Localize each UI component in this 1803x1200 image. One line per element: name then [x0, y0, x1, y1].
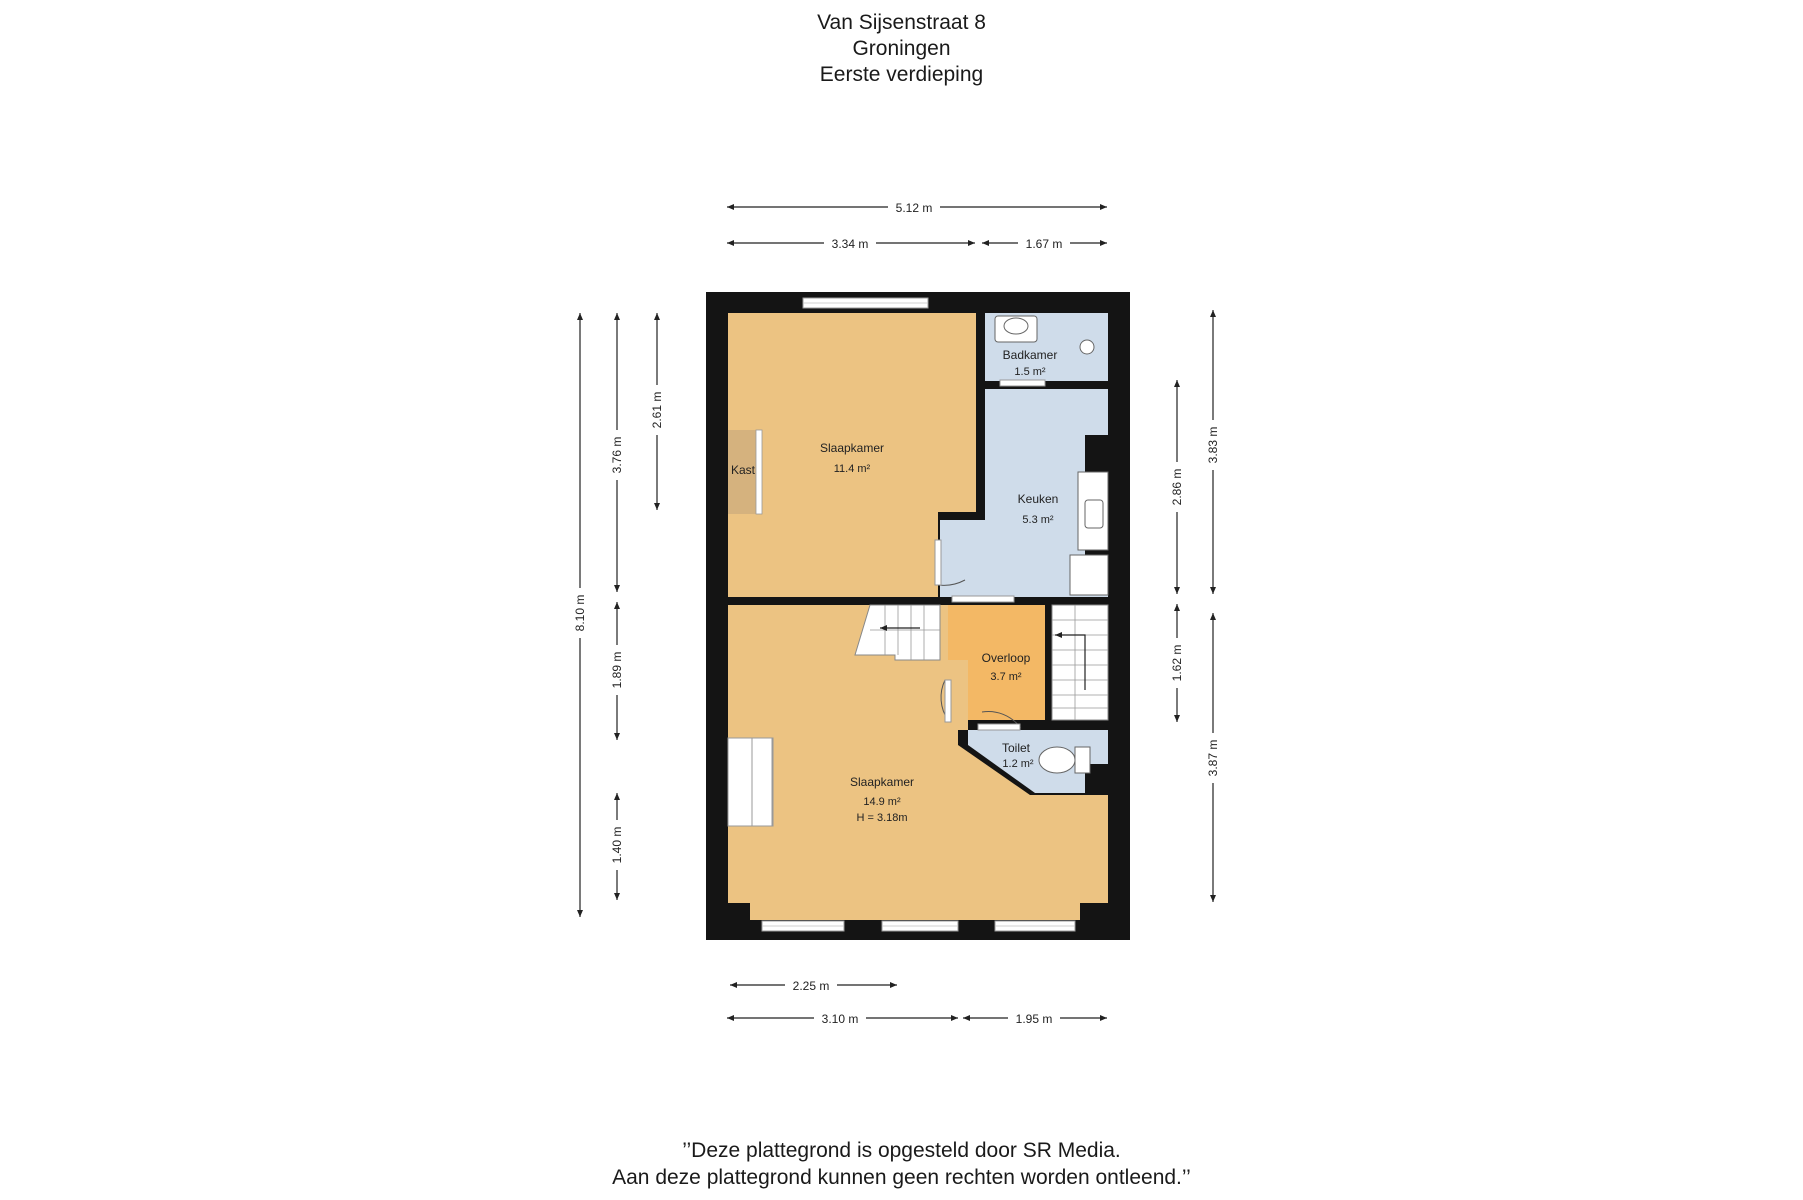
- disclaimer: [0, 1137, 1803, 1191]
- stairs-right: [1052, 605, 1108, 720]
- dim-label-right-a: 2.86 m: [1170, 468, 1184, 506]
- dim-label-left-total: 8.10 m: [573, 594, 587, 632]
- floor-label: Eerste verdieping: [819, 63, 984, 86]
- dim-label-left-inner: 2.61 m: [650, 391, 664, 429]
- kitchen-sink-icon: [1085, 500, 1103, 528]
- dim-label-bottom-part: 2.25 m: [792, 979, 830, 993]
- room-area-slaapkamer-top: 11.4 m²: [833, 463, 871, 475]
- disclaimer-line-2: Aan deze plattegrond kunnen geen rechten worden ontleend.’’: [612, 1166, 1191, 1189]
- room-area-slaapkamer-bottom: 14.9 m²: [863, 796, 901, 808]
- disclaimer-line-1: ’’Deze plattegrond is opgesteld door SR Media.: [682, 1139, 1121, 1162]
- room-area-overloop: 3.7 m²: [990, 671, 1022, 683]
- dim-label-top-right: 1.67 m: [1025, 237, 1063, 251]
- room-name-kast: Kast: [730, 463, 756, 477]
- stairs-left: [855, 605, 940, 660]
- dim-label-top-total: 5.12 m: [895, 201, 933, 215]
- room-name-toilet: Toilet: [1001, 741, 1031, 755]
- address-label: Van Sijsenstraat 8: [817, 11, 986, 34]
- dim-label-top-left: 3.34 m: [831, 237, 869, 251]
- room-area-keuken: 5.3 m²: [1022, 514, 1054, 526]
- door-badkamer: [1000, 380, 1045, 386]
- room-name-slaapkamer-top: Slaapkamer: [819, 441, 885, 455]
- toilet-bowl-icon: [1039, 747, 1075, 773]
- kast-door: [756, 430, 762, 514]
- room-height-slaapkamer-bottom: H = 3.18m: [856, 812, 908, 824]
- city-label: Groningen: [852, 37, 951, 60]
- dim-label-bottom-left: 3.10 m: [821, 1012, 859, 1026]
- building-footprint: [706, 292, 1130, 940]
- shower-drain-icon: [1080, 340, 1094, 354]
- dim-label-right-outer-top: 3.83 m: [1206, 426, 1220, 464]
- room-name-overloop: Overloop: [981, 651, 1031, 665]
- room-name-badkamer: Badkamer: [1002, 348, 1058, 362]
- dim-label-bottom-right: 1.95 m: [1015, 1012, 1053, 1026]
- dim-label-left-c: 1.40 m: [610, 826, 624, 864]
- toilet-tank-icon: [1075, 747, 1090, 773]
- door-keuken-overloop: [952, 596, 1014, 602]
- dim-label-left-b: 1.89 m: [610, 651, 624, 689]
- room-area-toilet: 1.2 m²: [1002, 758, 1034, 770]
- dim-label-right-b: 1.62 m: [1170, 644, 1184, 682]
- dim-label-right-outer-bottom: 3.87 m: [1206, 739, 1220, 777]
- room-name-slaapkamer-bottom: Slaapkamer: [849, 775, 915, 789]
- room-area-badkamer: 1.5 m²: [1014, 366, 1046, 378]
- appliance-icon: [1070, 555, 1108, 595]
- dim-label-left-a: 3.76 m: [610, 436, 624, 474]
- room-name-keuken: Keuken: [1017, 492, 1059, 506]
